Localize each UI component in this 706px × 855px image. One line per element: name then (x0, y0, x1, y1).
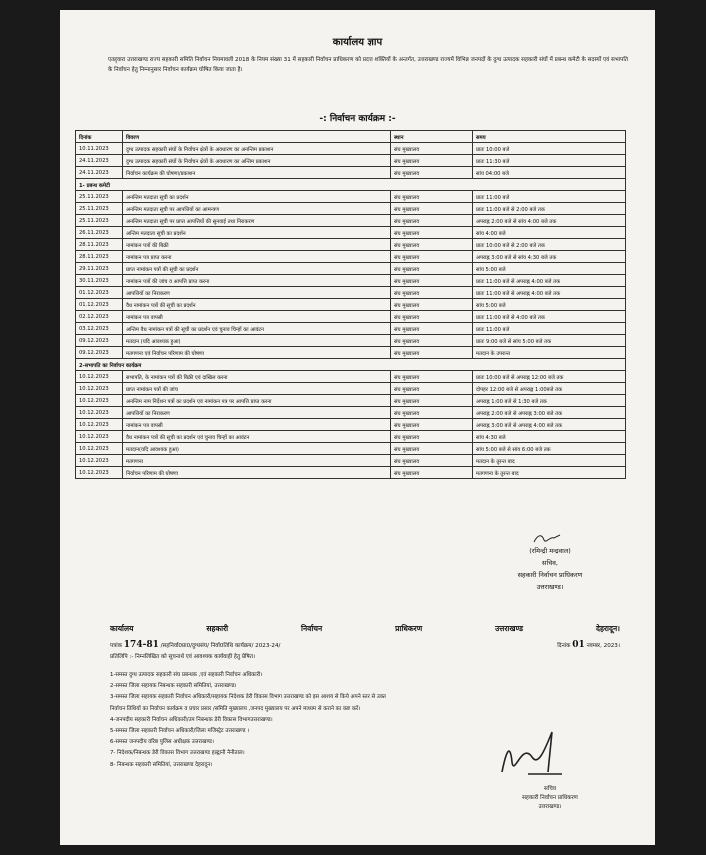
table-row (76, 191, 626, 203)
cell-place: संघ मुख्यालय (391, 443, 473, 455)
cell-time: सांय 5:00 बजे (473, 263, 626, 275)
cell-time: प्रातः 10:00 बजे से 2:00 बजे तक (473, 239, 626, 251)
cell-description: दुग्ध उत्पादक सहकारी संघों के निर्वाचन क्षेत्रों के अवधारण का अन्तिम प्रकाशन (123, 155, 391, 167)
cell-date: 01.12.2023 (76, 299, 123, 311)
cell-place: संघ मुख्यालय (391, 143, 473, 155)
cell-place: संघ मुख्यालय (391, 155, 473, 167)
recipient-item: 1-समस्त दुग्ध उत्पादक सहकारी संघ प्रबन्धक ,एवं सहकारी निर्वाचन अधिकारी। (110, 672, 263, 678)
cell-date: 10.12.2023 (76, 467, 123, 479)
cell-place: संघ मुख्यालय (391, 395, 473, 407)
cell-description: नामांकन पत्रों की जांच व आपत्ति प्राप्त करना (123, 275, 391, 287)
table-row (76, 203, 626, 215)
section-row (76, 179, 626, 191)
cell-date: 10.12.2023 (76, 455, 123, 467)
cell-date: 10.12.2023 (76, 431, 123, 443)
reference-line (110, 640, 620, 650)
cell-description: अनन्तिम मतदाता सूची का प्रदर्शन (123, 191, 391, 203)
cell-time: प्रातः 11:00 बजे से 4:00 बजे तक (473, 311, 626, 323)
bottom-state: उत्तराखण्ड। (538, 804, 562, 810)
cell-description: निर्वाचन परिणाम की घोषणा (123, 467, 391, 479)
table-row (76, 227, 626, 239)
cell-place: संघ मुख्यालय (391, 455, 473, 467)
copy-to-line: प्रतिलिपि :- निम्नलिखित को सूचनार्थ एवं आवश्यक कार्यवाही हेतु प्रेषित। (110, 654, 256, 660)
cell-place: संघ मुख्यालय (391, 287, 473, 299)
recipient-item: 8- निबन्धक सहकारी समितियां, उत्तराखण्ड देहरादून। (110, 761, 213, 768)
cell-place: संघ मुख्यालय (391, 239, 473, 251)
secretary-post: सचिव, (542, 559, 558, 567)
cell-place: संघ मुख्यालय (391, 191, 473, 203)
cell-time: प्रातः 11:00 बजे (473, 191, 626, 203)
secretary-state: उत्तराखण्ड। (536, 583, 564, 591)
cell-description: आपत्तियों का निराकरण (123, 407, 391, 419)
cell-description: नामांकन पत्र वापसी (123, 419, 391, 431)
cell-date: 25.11.2023 (76, 215, 123, 227)
cell-date: 10.12.2023 (76, 407, 123, 419)
handwritten-day: 01 (572, 640, 585, 650)
cell-description: वैध नामांकन पत्रों की सूची का प्रदर्शन (123, 299, 391, 311)
cell-date: 01.12.2023 (76, 287, 123, 299)
cell-description: प्राप्त नामांकन पत्रों की जांच (123, 383, 391, 395)
recipient-item: 5-समस्त जिला सहकारी निर्वाचन अधिकारी/जिला मजिस्ट्रेट उत्तराखण्ड । (110, 728, 250, 735)
cell-time: प्रातः 11:00 बजे से 2:00 बजे तक (473, 203, 626, 215)
cell-date: 30.11.2023 (76, 275, 123, 287)
cell-place: संघ मुख्यालय (391, 467, 473, 479)
bottom-post: सचिव (544, 786, 556, 792)
cell-place: संघ मुख्यालय (391, 431, 473, 443)
office-word: उत्तराखण्ड (495, 624, 524, 633)
ref-prefix: पत्रांक (110, 643, 123, 649)
recipient-item: 4-जनपदीय सहकारी निर्वाचन अधिकारी/उप निबन्धक डेरी विकास विभागउत्तराखण्ड। (110, 716, 273, 723)
cell-description: अन्तिम मतदाता सूची का प्रदर्शन (123, 227, 391, 239)
section-label: 1- प्रबन्ध कमेटी (76, 179, 626, 191)
cell-place: संघ मुख्यालय (391, 299, 473, 311)
cell-date: 09.12.2023 (76, 335, 123, 347)
cell-place: संघ मुख्यालय (391, 203, 473, 215)
cell-time: दोपहर 12:00 बजे से अपराह्न 1:00बजे तक (473, 383, 626, 395)
table-row (76, 239, 626, 251)
table-row (76, 275, 626, 287)
cell-date: 10.12.2023 (76, 395, 123, 407)
cell-date: 26.11.2023 (76, 227, 123, 239)
table-row (76, 299, 626, 311)
office-line (110, 624, 620, 634)
recipient-item: 3-समस्त जिला सहायक सहकारी निर्वाचन अधिकारी/सहायक निदेशक डेरी विकास विभाग उत्तराखण्ड को इस आशय से किये अपने स्तर से उक्त (110, 694, 386, 701)
table-row (76, 443, 626, 455)
office-word: कार्यालय (110, 624, 134, 633)
cell-date: 10.12.2023 (76, 443, 123, 455)
cell-date: 24.11.2023 (76, 167, 123, 179)
cell-description: नामांकन पत्रों की बिक्री (123, 239, 391, 251)
table-row (76, 311, 626, 323)
table-row (76, 215, 626, 227)
table-row (76, 371, 626, 383)
cell-description: निर्वाचन कार्यक्रम की घोषणा/प्रकाशन (123, 167, 391, 179)
table-row (76, 263, 626, 275)
cell-description: अनन्तिम मतदाता सूची पर आपत्तियों का आमन्त्रण (123, 203, 391, 215)
cell-time: प्रातः 9:00 बजे से सांय 5:00 बजे तक (473, 335, 626, 347)
cell-description: अन्तिम वैध नामांकन पत्रों की सूची का प्रदर्शन एवं चुनाव चिन्हों का आवंटन (123, 323, 391, 335)
cell-description: अनन्तिम नाम निर्देशन पत्रों का प्रदर्शन एवं नामांकन पत्र पर आपत्ति प्राप्त करना (123, 395, 391, 407)
cell-time: प्रातः 11:00 बजे से अपराह्न 4:00 बजे तक (473, 287, 626, 299)
schedule-heading: -: निर्वाचन कार्यक्रम :- (319, 114, 396, 124)
cell-description: मतगणना (123, 455, 391, 467)
secretary-signature-bottom (490, 785, 610, 812)
cell-time: सांय 04:00 बजे (473, 167, 626, 179)
cell-time: सांय 4:00 बजे (473, 227, 626, 239)
cell-time: प्रातः 10:00 बजे (473, 143, 626, 155)
cell-place: संघ मुख्यालय (391, 383, 473, 395)
bottom-org: सहकारी निर्वाचन प्राधिकरण (522, 795, 578, 801)
cell-date: 10.11.2023 (76, 143, 123, 155)
cell-date: 10.12.2023 (76, 419, 123, 431)
cell-time: प्रातः 11:30 बजे (473, 155, 626, 167)
cell-description: प्राप्त नामांकन पत्रों की सूची का प्रदर्शन (123, 263, 391, 275)
cell-time: अपराह्न 3:00 बजे से अपराह्न 4:00 बजे तक (473, 419, 626, 431)
table-row (76, 335, 626, 347)
cell-place: संघ मुख्यालय (391, 335, 473, 347)
cell-place: संघ मुख्यालय (391, 251, 473, 263)
cell-date: 24.11.2023 (76, 155, 123, 167)
header-time: समय (473, 131, 626, 143)
section-label: 2-सभापति का निर्वाचन कार्यक्रम (76, 359, 626, 371)
office-word: सहकारी (206, 624, 229, 633)
cell-time: सांय 4:30 बजे (473, 431, 626, 443)
cell-time: प्रातः 11:00 बजे से अपराह्न 4:00 बजे तक (473, 275, 626, 287)
schedule-table-body (76, 131, 626, 479)
cell-description: नामांकन पत्र प्राप्त करना (123, 251, 391, 263)
cell-place: संघ मुख्यालय (391, 407, 473, 419)
cell-date: 28.11.2023 (76, 239, 123, 251)
ref-path: /सहनिर्वा0प्रा0/दुग्धसंघ/ निर्वा0तिथि कार्यक्रम/ 2023-24/ (160, 643, 281, 649)
recipient-item: निर्वाचन तिथियों का निर्वाचन कार्यक्रम व प्रचार प्रसार /समिति मुख्यालय ,जनपद मुख्यालय पर अपने माध्यम से कराने का कष्ट करें। (110, 705, 361, 712)
cell-place: संघ मुख्यालय (391, 347, 473, 359)
header-place: स्थान (391, 131, 473, 143)
initials-mark (530, 532, 570, 546)
handwritten-letter-number: 174-81 (123, 640, 159, 650)
table-row (76, 455, 626, 467)
table-row (76, 467, 626, 479)
intro-paragraph: एतद्द्वारा उत्तराखण्ड राज्य सहकारी समिति निर्वाचन नियमावली 2018 के नियम संख्या 31 में सहकारी निर्वाचन प्राधिकरण को प्रदत्त शक्तियों के अन्तर्गत, उत्तराखण्ड राज्यमें विभिन्न जनपदों के दुग्ध उत्पादक सहकारी संघों में प्रबन्ध कमेटी के सदस्यों एवं सभापति के निर्वाचन हेतु निम्नानुसार निर्वाचन कार्यक्रम घोषित किया जाता है। (108, 57, 628, 73)
cell-date: 25.11.2023 (76, 191, 123, 203)
table-row (76, 167, 626, 179)
recipient-item: 7- निदेशक/निबन्धक डेरी विकास विभाग उत्तराखण्ड हल्द्वानी नैनीताल। (110, 750, 245, 757)
table-row (76, 395, 626, 407)
recipient-item: 2-समस्त जिला सहायक निबन्धक सहकारी समितियां, उत्तराखण्ड। (110, 683, 237, 690)
cell-place: संघ मुख्यालय (391, 419, 473, 431)
cell-time: मतगणना के तुरन्त बाद (473, 467, 626, 479)
cell-description: वैध नामांकन पत्रों की सूची का प्रदर्शन एवं चुनाव चिन्हों का आवंटन (123, 431, 391, 443)
section-row (76, 359, 626, 371)
handwritten-signature (492, 722, 582, 782)
cell-place: संघ मुख्यालय (391, 263, 473, 275)
cell-time: अपराह्न 2:00 बजे से अपराह्न 3:00 बजे तक (473, 407, 626, 419)
cell-place: संघ मुख्यालय (391, 167, 473, 179)
secretary-signature-block (475, 545, 625, 593)
cell-date: 25.11.2023 (76, 203, 123, 215)
table-row (76, 347, 626, 359)
cell-date: 10.12.2023 (76, 371, 123, 383)
cell-date: 29.11.2023 (76, 263, 123, 275)
cell-place: संघ मुख्यालय (391, 275, 473, 287)
office-word: देहरादून। (596, 624, 620, 633)
cell-description: मतदान (यदि आवश्यक हुआ) (123, 335, 391, 347)
cell-time: सांय 5:00 बजे से सांय 6:00 बजे तक (473, 443, 626, 455)
secretary-name: (रमिन्द्री मन्द्रवाल) (529, 547, 571, 555)
cell-time: मतदान के तुरन्त बाद (473, 455, 626, 467)
table-row (76, 419, 626, 431)
cell-description: अनन्तिम मतदाता सूची पर प्राप्त आपत्तियों की सुनवाई तथा निराकरण (123, 215, 391, 227)
cell-description: मतदान(यदि आवश्यक हुआ) (123, 443, 391, 455)
cell-date: 02.12.2023 (76, 311, 123, 323)
cell-time: अपराह्न 2:00 बजे से सांय 4:00 बजे तक (473, 215, 626, 227)
table-row (76, 143, 626, 155)
header-description: विवरण (123, 131, 391, 143)
cell-date: 10.12.2023 (76, 383, 123, 395)
table-row (76, 287, 626, 299)
office-word: प्राधिकरण (395, 624, 423, 633)
cell-description: दुग्ध उत्पादक सहकारी संघों के निर्वाचन क्षेत्रों के अवधारण का अनन्तिम प्रकाशन (123, 143, 391, 155)
cell-place: संघ मुख्यालय (391, 323, 473, 335)
table-row (76, 323, 626, 335)
table-row (76, 155, 626, 167)
cell-place: संघ मुख्यालय (391, 311, 473, 323)
reference-date (557, 640, 620, 650)
header-date: दिनांक (76, 131, 123, 143)
cell-time: प्रातः 10:00 बजे से अपराह्न 12:00 बजे तक (473, 371, 626, 383)
document-title: कार्यालय ज्ञाप (332, 37, 383, 48)
cell-time: मतदान के उपरान्त (473, 347, 626, 359)
date-rest: नवम्बर, 2023। (586, 643, 620, 649)
cell-date: 03.12.2023 (76, 323, 123, 335)
cell-time: अपराह्न 1:00 बजे से 1:30 बजे तक (473, 395, 626, 407)
table-row (76, 431, 626, 443)
table-header-row (76, 131, 626, 143)
table-row (76, 251, 626, 263)
cell-date: 28.11.2023 (76, 251, 123, 263)
cell-place: संघ मुख्यालय (391, 215, 473, 227)
election-schedule-table (75, 130, 626, 479)
cell-time: सांय 5:00 बजे (473, 299, 626, 311)
recipient-item: 6-समस्त जनपदीय वरिष्ठ पुलिस अधीक्षक उत्तराखण्ड। (110, 739, 214, 746)
cell-description: आपत्तियों का निराकरण (123, 287, 391, 299)
document-page (60, 10, 655, 845)
table-row (76, 407, 626, 419)
cell-time: अपराह्न 3:00 बजे से सांय 4:30 बजे तक (473, 251, 626, 263)
reference-number (110, 640, 280, 650)
secretary-org: सहकारी निर्वाचन प्राधिकरण (517, 571, 583, 579)
cell-place: संघ मुख्यालय (391, 227, 473, 239)
date-label: दिनांक (557, 643, 571, 649)
cell-place: संघ मुख्यालय (391, 371, 473, 383)
cell-description: मतगणना एवं निर्वाचन परिणाम की घोषणा (123, 347, 391, 359)
office-word: निर्वाचन (301, 624, 323, 633)
cell-date: 09.12.2023 (76, 347, 123, 359)
cell-description: नामांकन पत्र वापसी (123, 311, 391, 323)
table-row (76, 383, 626, 395)
cell-time: प्रातः 11:00 बजे (473, 323, 626, 335)
cell-description: सभापति, के नामांकन पत्रों की बिक्री एवं दाखिल करना (123, 371, 391, 383)
